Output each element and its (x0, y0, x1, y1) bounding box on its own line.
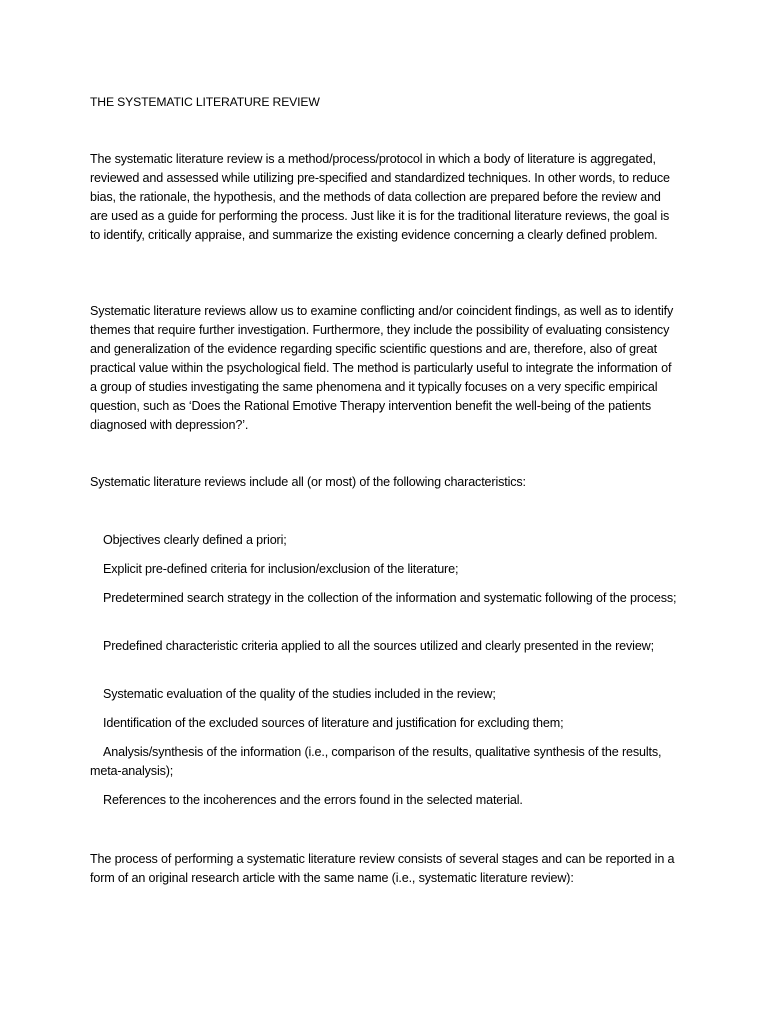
list-item: Objectives clearly defined a priori; (103, 533, 287, 547)
list-item: Systematic evaluation of the quality of the studies included in the review; (103, 687, 496, 701)
list-item: References to the incoherences and the errors found in the selected material. (103, 793, 523, 807)
list-item: Identification of the excluded sources of literature and justification for excluding them; (103, 716, 564, 730)
list-item: Predefined characteristic criteria applied to all the sources utilized and clearly presented in the review; (103, 639, 654, 653)
paragraph-intro: The systematic literature review is a method/process/protocol in which a body of literature is aggregated, reviewed and assessed while utilizing pre-specified and standardized techniques. In other words, to reduce bias, the rationale, the hypothesis, and the methods of data collection are prepared before the review and are used as a guide for performing the process. Just like it is for the traditional literature reviews, the goal is to identify, critically appraise, and summarize the existing evidence concerning a clearly defined problem. (90, 152, 670, 242)
paragraph-benefits: Systematic literature reviews allow us to examine conflicting and/or coincident findings, as well as to identify themes that require further investigation. Furthermore, they include the possibility of evaluating consistency and generalization of the evidence regarding specific scientific questions and are, therefore, also of great practical value within the psychological field. The method is particularly useful to integrate the information of a group of studies investigating the same phenomena and it typically focuses on a very specific empirical question, such as ‘Does the Rational Emotive Therapy intervention benefit the well-being of the patients diagnosed with depression?’. (90, 304, 674, 432)
list-item: Predetermined search strategy in the collection of the information and systematic following of the process; (103, 591, 677, 605)
document-title: THE SYSTEMATIC LITERATURE REVIEW (90, 95, 320, 109)
list-item: Analysis/synthesis of the information (i.e., comparison of the results, qualitative synthesis of the results, meta-analysis); (90, 745, 662, 778)
paragraph-process: The process of performing a systematic literature review consists of several stages and can be reported in a form of an original research article with the same name (i.e., systematic literature review): (90, 852, 675, 885)
paragraph-characteristics-intro: Systematic literature reviews include all (or most) of the following characteristics: (90, 475, 526, 489)
list-item: Explicit pre-defined criteria for inclusion/exclusion of the literature; (103, 562, 459, 576)
